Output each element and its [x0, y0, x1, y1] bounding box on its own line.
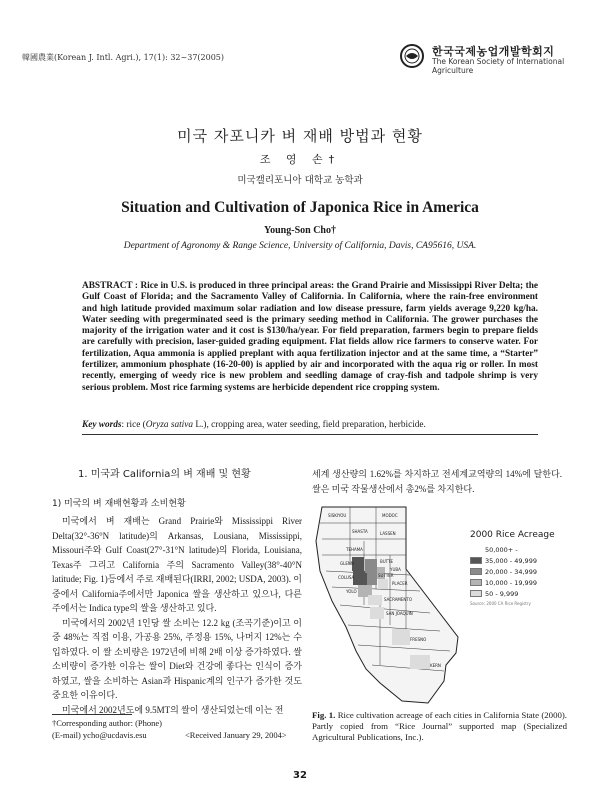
county-label: COLUSA [338, 575, 355, 580]
county-label: TEHAMA [346, 547, 363, 552]
legend-item [470, 577, 570, 588]
page-number: 32 [293, 770, 307, 781]
county-label: BUTTE [380, 559, 394, 564]
legend-title: 2000 Rice Acreage [470, 530, 555, 540]
legend-swatch [470, 568, 482, 575]
county-colusa [353, 571, 367, 585]
body-paragraph: 미국에서 벼 재배는 Grand Prairie와 Mississippi River Delta(32°-36°N latitude)의 Arkansas, Lousiana, Mississippi, Missouri주와 Gulf Coast(27°-31°N latitude)의 Florida, Louisiana, Texas주 그리고 California 주의 Sacramento Valley(38°-40°N latitude; Fig. 1)등에서 주로 재배된다(IRRI, 2002; USDA, 2003). 이중에서 California주에서만 Japonica 쌀을 생산하고 있으나, 다른 주에서는 Indica type의 쌀을 생산하고 있다. [52, 516, 302, 613]
author-korean: 조 영 손† [259, 153, 341, 166]
county-butte [365, 559, 377, 573]
legend-label: 50 - 9,999 [485, 589, 519, 598]
body-paragraph-continued: 세계 생산량의 1.62%를 차지하고 전세계교역량의 14%에 달한다. 쌀은 미국 작물생산에서 총2%를 차지한다. [312, 469, 562, 494]
county-label: SISKIYOU [328, 513, 347, 518]
county-label: GLENN [340, 561, 354, 566]
legend-swatch [470, 590, 482, 597]
california-outline [316, 507, 458, 703]
legend-swatch [470, 579, 482, 586]
body-text-right-column [312, 467, 562, 496]
county-kern [410, 655, 430, 669]
keywords-species: Oryza sativa [145, 420, 194, 430]
keywords [82, 420, 538, 430]
keywords-post: L.), cropping area, water seeding, field preparation, herbicide. [193, 420, 426, 430]
county-label: MODOC [382, 513, 398, 518]
received-date: <Received January 29, 2004> [185, 730, 287, 740]
legend-item [470, 588, 570, 599]
body-paragraph: 미국에서 2002년도에 9.5MT의 쌀이 생산되었는데 이는 전 [62, 704, 284, 715]
county-label: PLACER [392, 581, 408, 586]
legend-label: 20,000 - 34,999 [485, 567, 537, 576]
legend-credit: Source: 2000 CA Rice Registry [470, 601, 531, 606]
county-label: LASSEN [380, 531, 396, 536]
county-label: SUTTER [378, 573, 394, 578]
abstract-text: Rice in U.S. is produced in three principal areas: the Grand Prairie and Mississippi River Delta; the Gulf Coast of Florida; and the Sacramento Valley of California. In California, where the rain-free environment and high latitude provided maximum solar radiation and low disease pressure, farm yields average 9,220 kg/ha. Water seeding with pregerminated seed is the primary seeding method in California. The grower purchases the majority of the irrigation water and it cost is $130/ha/year. For field preparation, farmers begin to prepare fields are carefully with precision, laser-guided grading equipment. Flat fields allow rice farmers to conserve water. For fertilization, Aqua ammonia is applied preplant with aqua fertilization injector and at the same time, a “Starter” fertilizer, ammonium phosphate (16-20-00) is applied by air and incorporated with the aqua rig or roller. In most recently, emerging of weedy rice is new problem and seedling damage of cray-fish and tadpole shrimp is very serious problem. Most rice farming systems are herbicide dependent rice cropping system. [82, 281, 538, 393]
society-name-line1: The Korean Society of International [432, 57, 565, 66]
paper-title-english: Situation and Cultivation of Japonica Rice in America [121, 199, 479, 216]
figure-label: Fig. 1. [312, 710, 336, 720]
county-sutter [367, 573, 377, 585]
section-heading: 1. 미국과 California의 벼 재배 및 현황 [78, 469, 251, 480]
legend-item [470, 544, 570, 555]
footnote-divider [52, 714, 132, 715]
county-fresno [392, 629, 410, 645]
affiliation-english: Department of Agronomy & Range Science, University of California, Davis, CA95616, USA. [123, 241, 477, 251]
legend-swatch [470, 546, 482, 553]
county-label: FRESNO [410, 637, 427, 642]
society-name-korean: 한국국제농업개발학회지 [432, 45, 555, 58]
society-name-english [432, 57, 582, 75]
county-placer [378, 579, 388, 589]
keywords-pre: : rice ( [121, 420, 146, 430]
map-legend [470, 530, 570, 606]
county-label: KERN [430, 663, 441, 668]
legend-item [470, 566, 570, 577]
county-label: YOLO [346, 589, 357, 594]
abstract [82, 281, 538, 394]
county-san-joaquin [370, 607, 384, 619]
legend-swatch [470, 557, 482, 564]
society-logo-icon [400, 44, 424, 68]
california-rice-map [310, 505, 460, 705]
figure-caption-text: Rice cultivation acreage of each cities in California State (2000). Partly copied from “Rice Journal” supported map (Specialized Agricultural Publications, Inc.). [312, 710, 568, 742]
legend-label: 35,000 - 49,999 [485, 556, 537, 565]
county-label: SHASTA [352, 529, 368, 534]
abstract-label: ABSTRACT : [82, 281, 139, 291]
affiliation-korean: 미국캘리포니아 대학교 농학과 [237, 175, 363, 186]
author-english: Young-Son Cho† [264, 225, 336, 236]
county-label: YUBA [390, 567, 401, 572]
society-name-line2: Agriculture [432, 66, 474, 75]
body-text-left-column [52, 514, 302, 717]
county-sacramento [368, 595, 382, 605]
journal-reference: 韓國農業(Korean J. Intl. Agri.), 17(1): 32~37(2005) [22, 53, 225, 62]
legend-label: 10,000 - 19,999 [485, 578, 537, 587]
body-paragraph: 미국에서의 2002년 1인당 쌀 소비는 12.2 kg (조곡기준)이고 이중 48%는 직접 이용, 가공용 25%, 주정용 15%, 나머지 12%는 수입하였다. 이 쌀 소비량은 1972년에 비해 2배 이상 증가하였다. 쌀 소비량이 증가한 이유는 쌀이 Diet와 건강에 좋다는 인식이 증가하였고, 쌀을 소비하는 Asian과 Hispanic계의 인구가 증가한 것도 중요한 이유이다. [52, 617, 302, 700]
county-label: SACRAMENTO [384, 597, 412, 602]
subsection-heading: 1) 미국의 벼 재배현황과 소비현황 [52, 499, 186, 509]
footnote-corresponding: †Corresponding author: (Phone) [52, 718, 163, 728]
footnote-email: (E-mail) ycho@ucdavis.esu [52, 730, 147, 740]
figure-caption [312, 710, 567, 743]
paper-title-korean: 미국 자포니카 벼 재배 방법과 현황 [177, 127, 423, 145]
keywords-label: Key words [82, 420, 122, 430]
county-label: SAN JOAQUIN [386, 611, 413, 616]
legend-label: 50,000+ - [485, 545, 518, 554]
legend-item [470, 555, 570, 566]
keywords-divider [82, 434, 538, 435]
